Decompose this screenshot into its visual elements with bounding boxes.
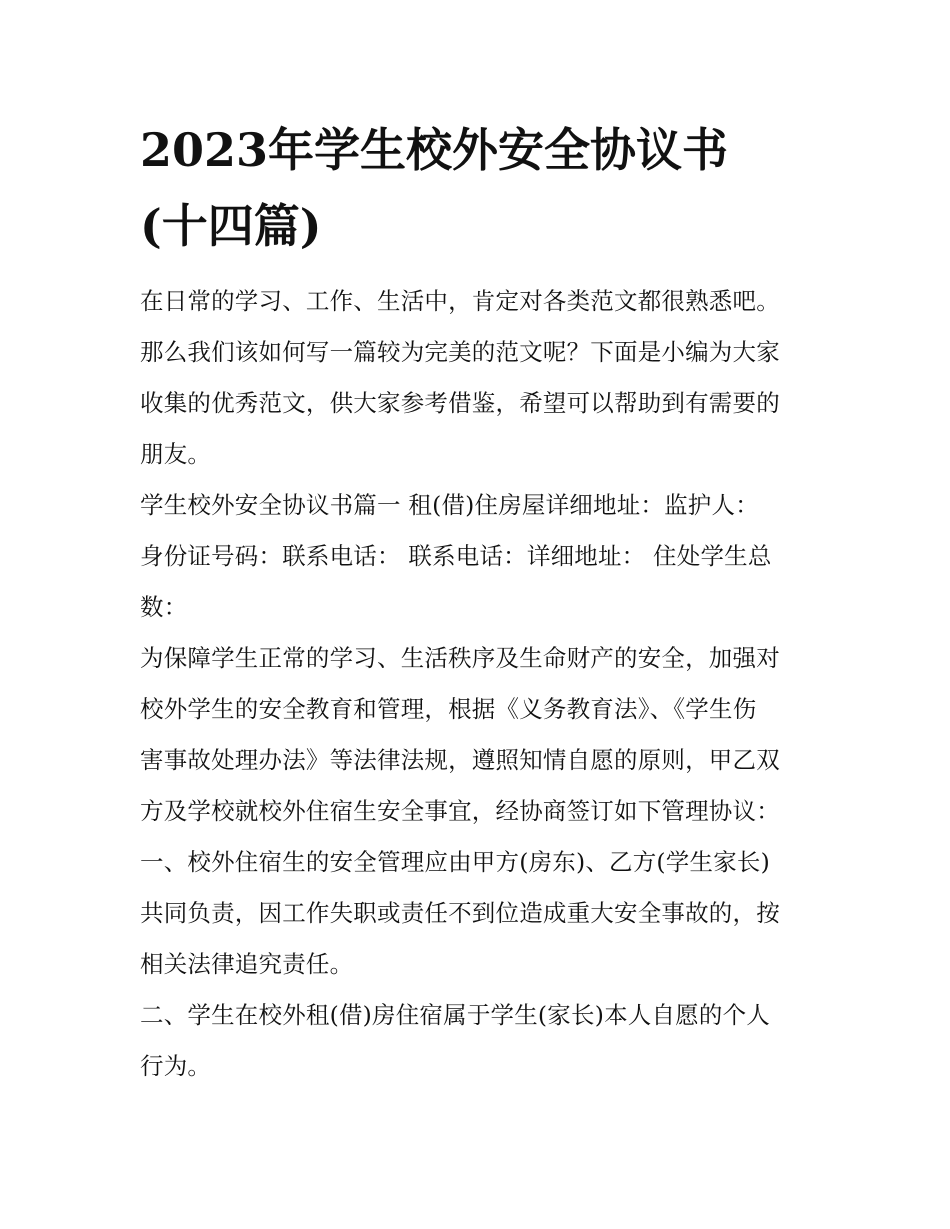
- text-line: 学生校外安全协议书篇一 租(借)住房屋详细地址：监护人：: [140, 491, 759, 519]
- clause-one-paragraph: [140, 837, 820, 990]
- text-line: 朋友。: [140, 440, 212, 468]
- text-line: 为保障学生正常的学习、生活秩序及生命财产的安全，加强对: [140, 644, 780, 672]
- section-one-header-paragraph: [140, 480, 820, 633]
- text-line: 数：: [140, 593, 188, 621]
- document-title: [140, 112, 820, 264]
- title-line: 2023年学生校外安全协议书: [140, 123, 729, 177]
- text-line: 二、学生在校外租(借)房住宿属于学生(家长)本人自愿的个人: [140, 1001, 770, 1029]
- text-line: 校外学生的安全教育和管理，根据《义务教育法》、《学生伤: [140, 695, 757, 723]
- text-line: 害事故处理办法》等法律法规，遵照知情自愿的原则，甲乙双: [140, 746, 780, 774]
- document-body: [140, 276, 820, 1092]
- document-page: [140, 112, 820, 1092]
- text-line: 收集的优秀范文，供大家参考借鉴，希望可以帮助到有需要的: [140, 389, 780, 417]
- text-line: 那么我们该如何写一篇较为完美的范文呢？下面是小编为大家: [140, 338, 780, 366]
- title-line: (十四篇): [140, 199, 322, 253]
- text-line: 共同负责，因工作失职或责任不到位造成重大安全事故的，按: [140, 899, 780, 927]
- text-line: 在日常的学习、工作、生活中，肯定对各类范文都很熟悉吧。: [140, 287, 780, 315]
- text-line: 相关法律追究责任。: [140, 950, 354, 978]
- text-line: 身份证号码：联系电话： 联系电话：详细地址： 住处学生总: [140, 542, 772, 570]
- intro-paragraph: [140, 276, 820, 480]
- purpose-paragraph: [140, 633, 820, 837]
- text-line: 行为。: [140, 1052, 212, 1080]
- text-line: 一、校外住宿生的安全管理应由甲方(房东)、乙方(学生家长): [140, 848, 770, 876]
- text-line: 方及学校就校外住宿生安全事宜，经协商签订如下管理协议：: [140, 797, 780, 825]
- clause-two-paragraph: [140, 990, 820, 1092]
